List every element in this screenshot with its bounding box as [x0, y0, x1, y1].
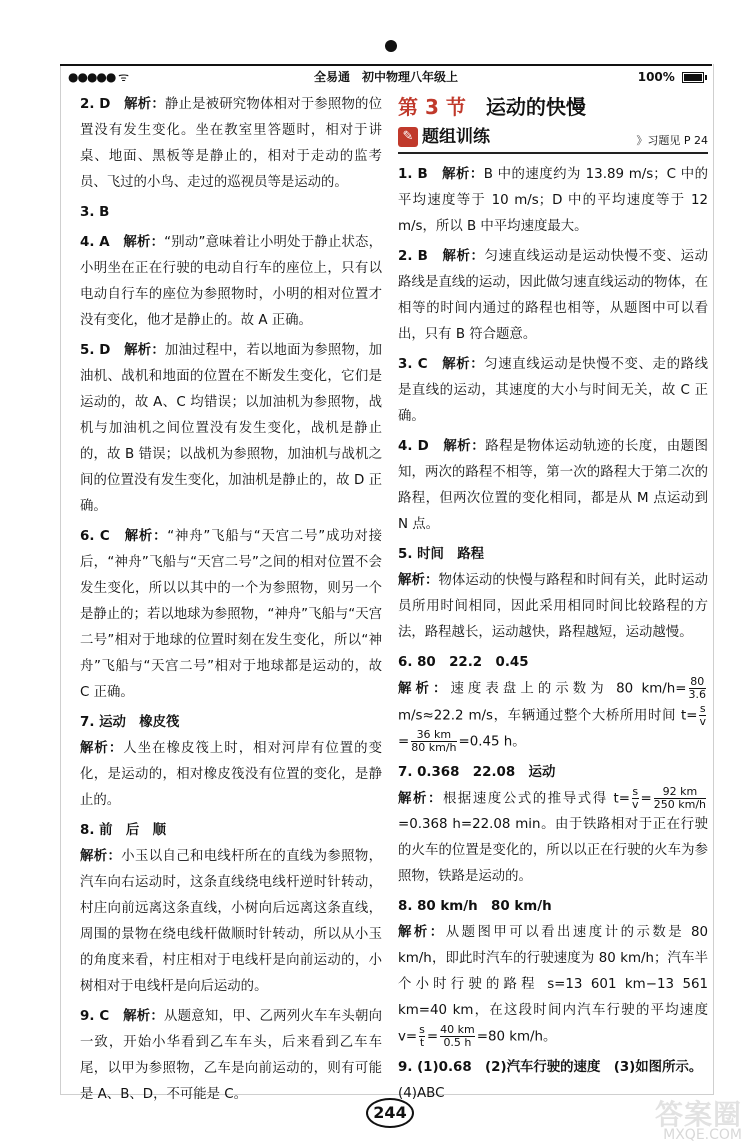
analysis-label: 解析： [124, 529, 168, 544]
watermark-logo: 答案圈 [654, 1098, 742, 1131]
analysis-label: 解析： [124, 97, 165, 112]
answer-key: 7. 运动 橡皮筏 [80, 715, 180, 730]
fraction: $\frac{80}{3.6}$ [688, 675, 706, 701]
watermark-url: MXQE.COM [663, 1127, 742, 1143]
answer-key: 4. A [80, 235, 110, 250]
answer-key: 5. D [80, 343, 111, 358]
answer-key: 9. C [80, 1009, 110, 1024]
answer-6 [80, 524, 382, 706]
analysis-label: 解析： [398, 681, 451, 697]
page-number: 244 [366, 1098, 414, 1128]
analysis-text: 小玉以自己和电线杆所在的直线为参照物，汽车向右运动时，这条直线绕电线杆逆时针转动，村庄向前远离这条直线，小树向后远离这条直线，周围的景物在绕电线杆做顺时针转动，所以从小玉的角度来看，村庄相对于电线杆是向前运动的，小树相对于电线杆是向后运动的。 [80, 849, 383, 994]
answer-r4 [398, 434, 708, 538]
analysis-text: 人坐在橡皮筏上时，相对河岸有位置的变化，是运动的，相对橡皮筏没有位置的变化，是静止的。 [80, 741, 383, 808]
battery-indicator [638, 66, 704, 88]
fraction: $\frac{s}{t}$ [419, 1023, 425, 1049]
fraction: $\frac{40 km}{0.5 h}$ [440, 1023, 475, 1049]
answer-r5 [398, 542, 708, 646]
answer-key: 8. 前 后 顺 [80, 823, 167, 838]
answer-key: 1. B [398, 167, 428, 182]
battery-icon [682, 72, 704, 83]
section-title: 运动的快慢 [485, 95, 586, 119]
analysis-label: 解析： [443, 439, 486, 454]
answer-7 [80, 710, 382, 814]
analysis-text: 路程是物体运动轨迹的长度，由题图知，两次的路程不相等，第一次的路程大于第二次的路程，但两次位置的变化相同，都是从 M 点运动到 N 点。 [398, 439, 709, 532]
analysis-label: 解析： [442, 249, 485, 264]
answer-key: 2. D [80, 97, 111, 112]
answer-key: 7. 0.368 22.08 运动 [398, 764, 556, 780]
analysis-text: 静止是被研究物体相对于参照物的位置没有发生变化。坐在教室里答题时，相对于讲桌、地面、黑板等是静止的，相对于走动的监考员、飞过的小鸟、走过的巡视员等是运动的。 [80, 97, 383, 190]
analysis-label: 解析： [124, 343, 165, 358]
analysis-text: 从题意知，甲、乙两列火车车头朝向一致，开始小华看到乙车车头，后来看到乙车车尾，以甲为参照物，乙车是向前运动的，则有可能是 A、B、D，不可能是 C。 [80, 1009, 383, 1102]
answer-r2 [398, 244, 708, 348]
answer-key: 9. (1)0.68 (2)汽车行驶的速度 (3)如图所示。 [398, 1059, 703, 1075]
answer-4 [80, 230, 382, 334]
analysis-label: 解析： [398, 791, 443, 806]
analysis-text: “神舟”飞船与“天宫二号”成功对接后，“神舟”飞船与“天宫二号”之间的相对位置不会发生变化，所以以其中的一个为参照物，则另一个是静止的；若以地球为参照物，“神舟”飞船与“天宫二号”相对于地球的位置时刻在发生变化，所以“神舟”飞船与“天宫二号”相对于地球都是运动的，故 C 正确。 [80, 529, 383, 700]
answer-key: 3. C [398, 357, 428, 372]
fraction: $\frac{s}{v}$ [632, 784, 639, 811]
answer-r1 [398, 162, 708, 240]
left-column [80, 92, 382, 1112]
analysis-label: 解析： [442, 167, 484, 182]
answer-5 [80, 338, 382, 520]
camera-dot [385, 40, 397, 52]
answer-key: 2. B [398, 249, 428, 264]
answer-key: 4. D [398, 439, 429, 454]
fraction: $\frac{92 km}{250 km/h}$ [653, 784, 707, 811]
analysis-label: 解析： [80, 849, 122, 864]
book-title: 全易通 初中物理八年级上 [313, 70, 458, 84]
answer-key: 8. 80 km/h 80 km/h [398, 899, 552, 914]
analysis-label: 解析： [80, 741, 124, 756]
analysis-text: 匀速直线运动是快慢不变、走的路线是直线的运动，其速度的大小与时间无关，故 C 正确。 [398, 357, 709, 424]
exercise-reference: 》习题见 P 24 [636, 134, 708, 147]
fraction: $\frac{36 km}{80 km/h}$ [411, 728, 457, 754]
answer-sub: (4)ABC [398, 1085, 445, 1101]
answer-r6: 6. 80 22.2 0.45 解析：速度表盘上的示数为 80 km/h= $\frac{80}{3.6}$ m/s≈22.2 m/s，车辆通过整个大桥所用时间 t= $\frac{s}{v}$ = $\frac{36 km}{80 km/h}$ =0.45 h。 [398, 655, 706, 754]
right-column [398, 92, 708, 1111]
subsection-heading [398, 124, 708, 154]
analysis-text: 速度表盘上的示数为 80 km/h= [450, 681, 687, 697]
answer-r3 [398, 352, 708, 430]
analysis-label: 解析： [123, 235, 165, 250]
analysis-text: 根据速度公式的推导式得 t= [442, 791, 630, 806]
answer-9 [80, 1004, 382, 1108]
analysis-label: 解析： [398, 925, 446, 940]
status-bar [60, 64, 712, 88]
analysis-text: 从题图甲可以看出速度计的示数是 80 km/h，即此时汽车的行驶速度为 80 km/h；汽车半个小时行驶的路程 s=13 601 km−13 561 km=40 km，在这段时间内汽车行驶的平均速度 v= [398, 925, 709, 1045]
answer-key: 5. 时间 路程 [398, 547, 485, 562]
pencil-icon: ✎ [398, 127, 418, 147]
answer-key: 3. B [80, 205, 110, 220]
analysis-text: 加油过程中，若以地面为参照物，加油机、战机和地面的位置在不断发生变化，它们是运动的，故 A、C 均错误；以加油机为参照物，战机与加油机之间位置没有发生变化，战机是静止的，故 B 错误；以战机为参照物，加油机与战机之间的位置没有发生变化，加油机是静止的，故 D 正确。 [80, 343, 383, 514]
analysis-label: 解析： [123, 1009, 164, 1024]
answer-r8: 8. 80 km/h 80 km/h 解析：从题图甲可以看出速度计的示数是 80 km/h，即此时汽车的行驶速度为 80 km/h；汽车半个小时行驶的路程 s=13 601 km−13 561 km=40 km，在这段时间内汽车行驶的平均速度 v= $\frac{s}{t}$ = $\frac{40 km}{0.5 h}$ =80 km/h。 [398, 899, 709, 1049]
answer-8 [80, 818, 382, 1000]
analysis-text: 物体运动的快慢与路程和时间有关，此时运动员所用时间相同，因此采用相同时间比较路程的方法，路程越长，运动越快，路程越短，运动越慢。 [398, 573, 709, 640]
section-heading [398, 92, 708, 122]
analysis-text: m/s≈22.2 m/s，车辆通过整个大桥所用时间 t= [398, 708, 698, 723]
subsection-title: 题组训练 [422, 127, 490, 147]
analysis-text: 匀速直线运动是运动快慢不变、运动路线是直线的运动，因此做匀速直线运动的物体，在相等的时间内通过的路程也相等，从题图中可以看出，只有 B 符合题意。 [398, 249, 708, 342]
answer-2 [80, 92, 382, 196]
answer-key: 6. C [80, 529, 110, 544]
battery-percent: 100% [637, 70, 675, 84]
answer-3 [80, 200, 382, 226]
analysis-label: 解析： [442, 357, 485, 372]
signal-icon: ●●●●● ᯤ [68, 70, 129, 84]
analysis-text: B 中的速度约为 13.89 m/s；C 中的平均速度等于 10 m/s；D 中的平均速度等于 12 m/s，所以 B 中平均速度最大。 [398, 167, 709, 234]
fraction: $\frac{s}{v}$ [699, 701, 706, 728]
answer-key: 6. 80 22.2 0.45 [398, 655, 529, 670]
analysis-text: =0.368 h=22.08 min。由于铁路相对于正在行驶的火车的位置是变化的，所以以正在行驶的火车为参照物，铁路是运动的。 [398, 817, 708, 884]
answer-r7: 7. 0.368 22.08 运动 解析：根据速度公式的推导式得 t= $\frac{s}{v}$ = $\frac{92 km}{250 km/h}$ =0.368 h=22.08 min。由于铁路相对于正在行驶的火车的位置是变化的，所以以正在行驶的火车为参照物，铁路是运动的。 [398, 764, 708, 884]
section-number: 第 3 节 [398, 95, 466, 119]
analysis-text: “别动”意味着让小明处于静止状态，小明坐在正在行驶的电动自行车的座位上，只有以电动自行车的座位为参照物时，小明的相对位置才没有变化，他才是静止的。故 A 正确。 [80, 235, 383, 328]
analysis-label: 解析： [398, 573, 439, 588]
